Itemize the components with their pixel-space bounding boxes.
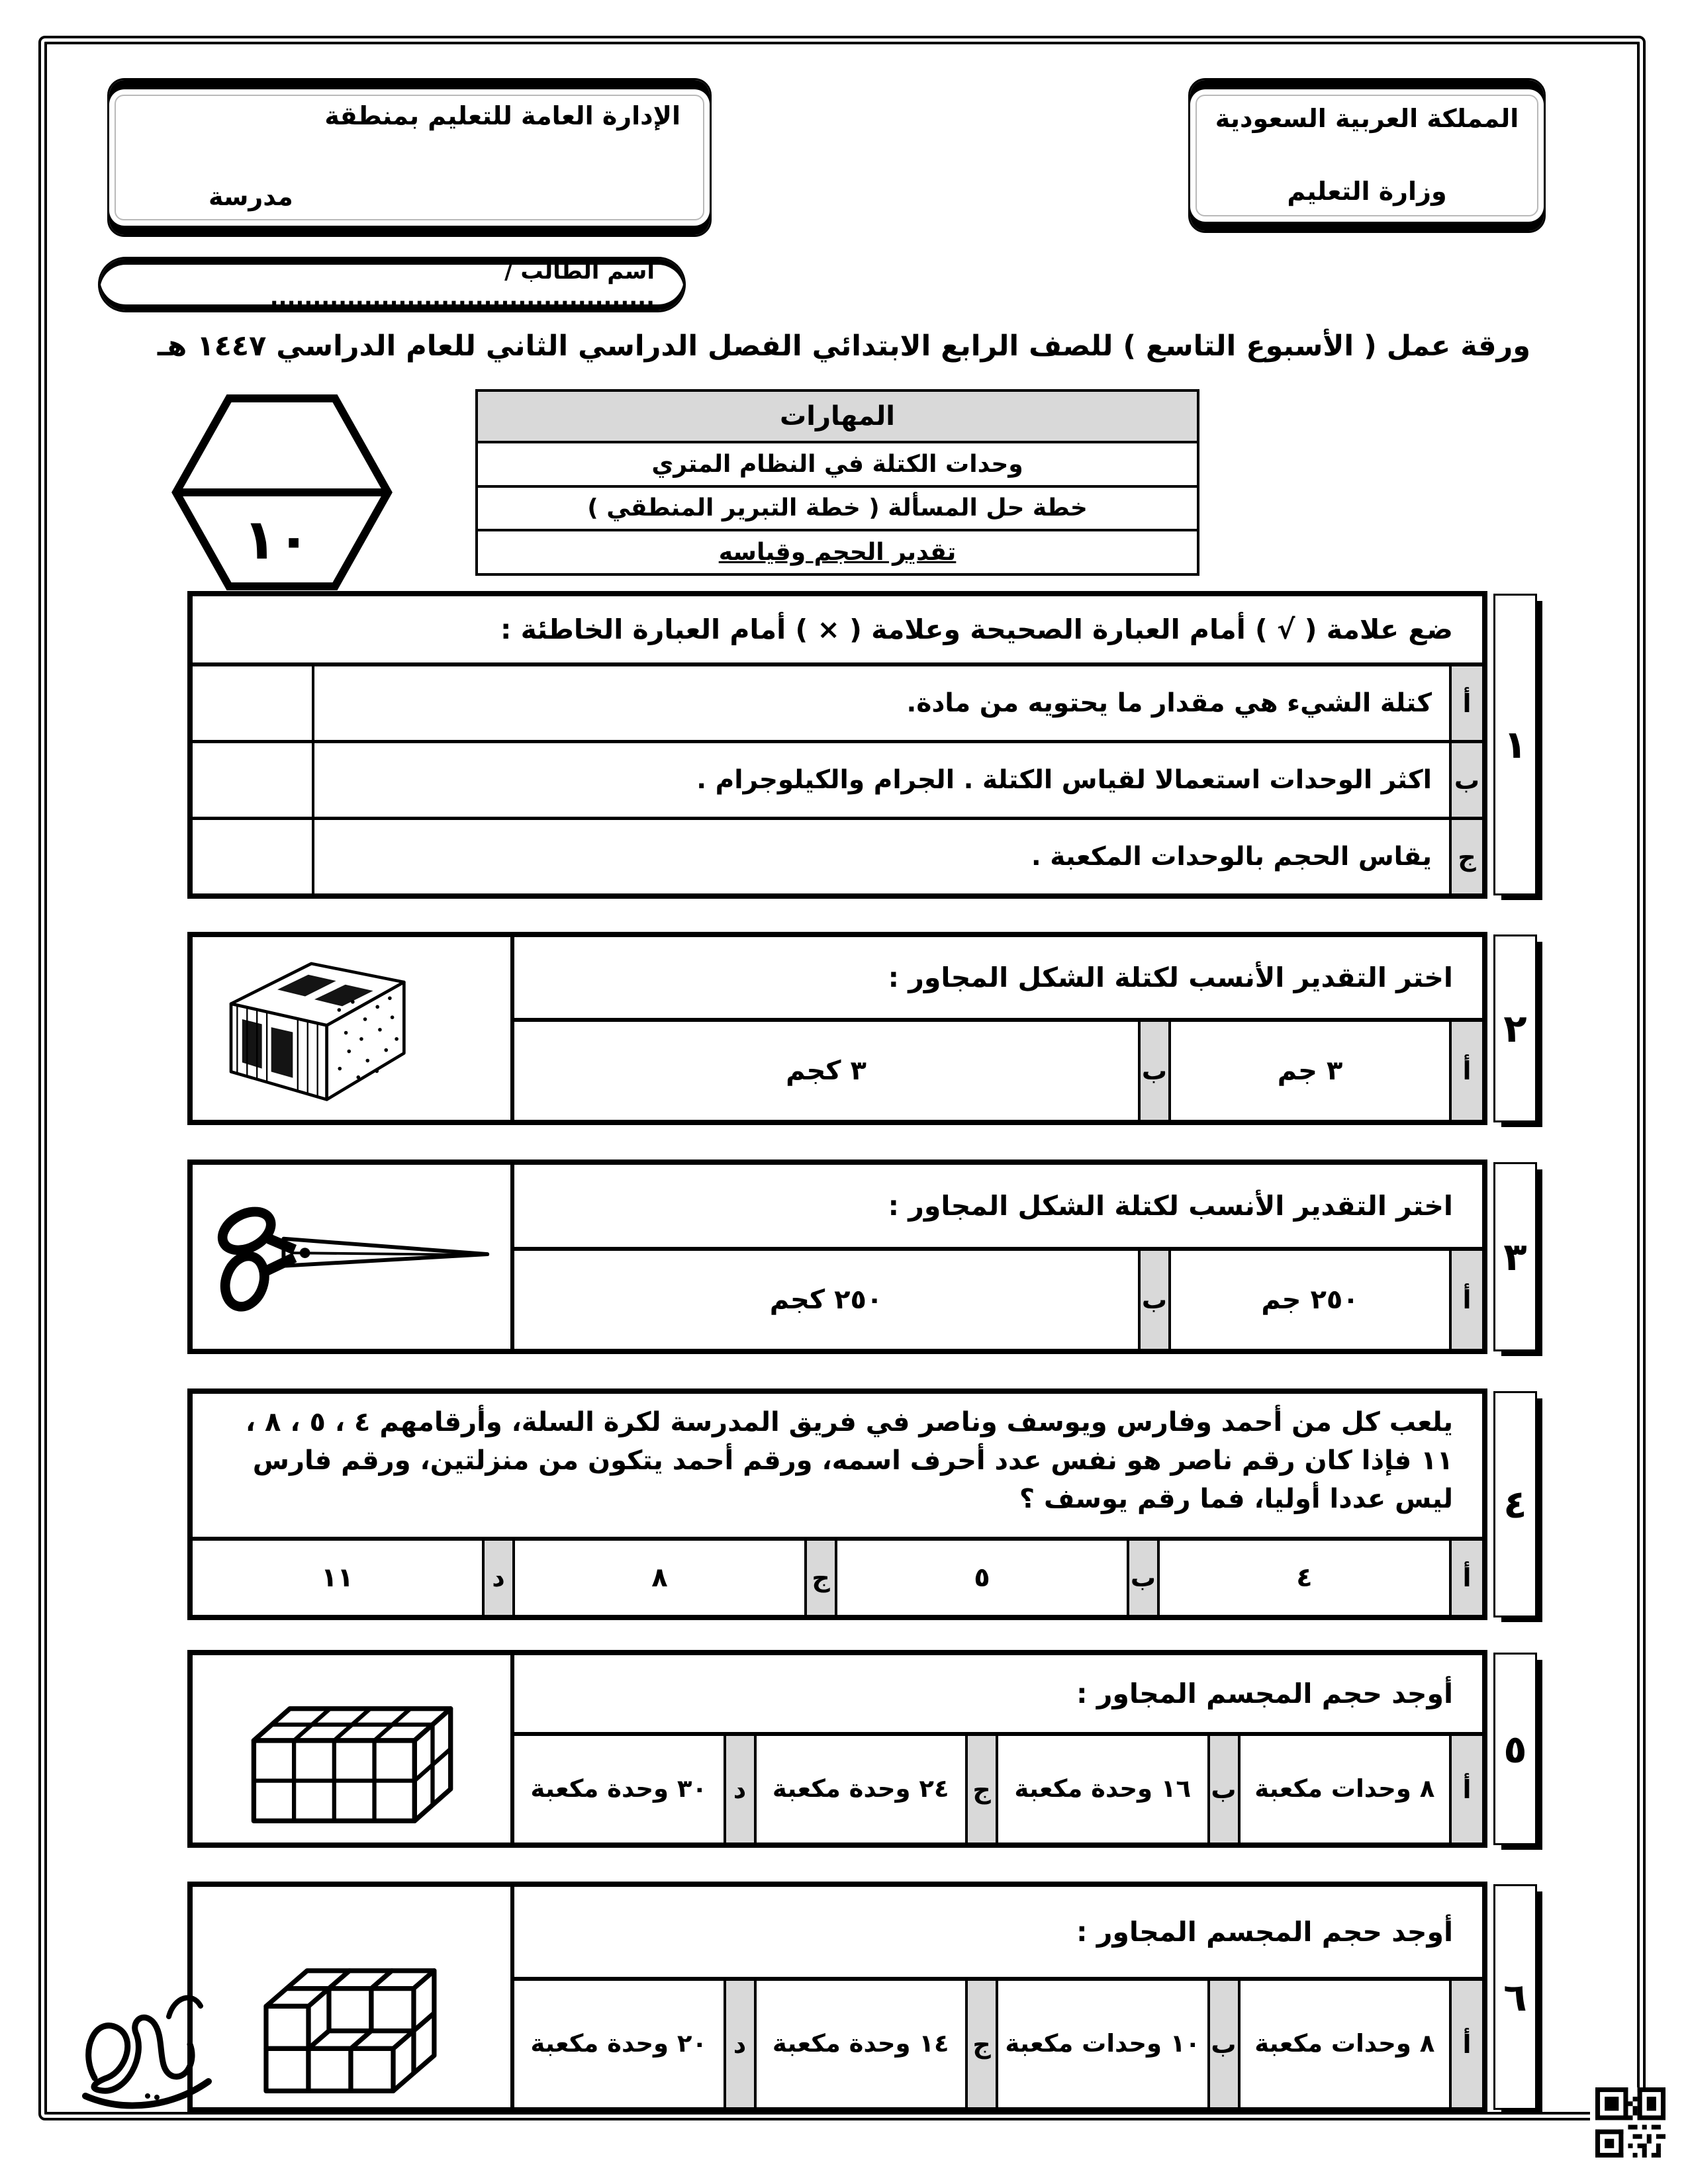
answer-cell: [193, 666, 314, 740]
score-badge: [171, 392, 393, 593]
option-letter: ب: [1138, 1251, 1171, 1349]
question-2-content: [514, 937, 1482, 1120]
answer-cell: [193, 820, 314, 893]
option-letter: ج: [965, 1736, 998, 1843]
skills-table: [475, 389, 1199, 576]
question-5-number: ٥: [1493, 1653, 1537, 1845]
question-5-options: [514, 1736, 1482, 1843]
statement-letter: أ: [1449, 666, 1482, 740]
skill-item: وحدات الكتلة في النظام المتري: [478, 443, 1197, 488]
question-6-number: ٦: [1493, 1884, 1537, 2110]
question-6-prompt: أوجد حجم المجسم المجاور :: [514, 1887, 1482, 1981]
skills-header: المهارات: [478, 392, 1197, 443]
option-letter: ب: [1127, 1541, 1160, 1615]
option-letter: ب: [1207, 1981, 1241, 2107]
question-2-options: [514, 1022, 1482, 1120]
cube-prism-image: [219, 1668, 484, 1831]
question-1-number: ١: [1493, 594, 1537, 895]
question-4-options: [193, 1541, 1482, 1615]
qr-code-icon: [1595, 2087, 1665, 2158]
question-2-prompt: اختر التقدير الأنسب لكتلة الشكل المجاور :: [514, 937, 1482, 1022]
qr-code: [1590, 2087, 1665, 2163]
option-value: ١٠ وحدات مكعبة: [1005, 2029, 1201, 2058]
question-4-prompt: يلعب كل من أحمد وفارس ويوسف وناصر في فريق المدرسة لكرة السلة، وأرقامهم ٤ ، ٥ ، ٨ ، ١١ فإذا كان رقم ناصر هو نفس عدد أحرف اسمه، ورقم أحمد يتكون من منزلتين، ورقم فارس ليس عددا أوليا، فما رقم يوسف ؟: [193, 1394, 1482, 1541]
question-5-table: [187, 1650, 1487, 1848]
score-value: ١٠: [242, 507, 311, 572]
question-3-image-cell: [193, 1165, 514, 1349]
option-letter: أ: [1449, 1022, 1482, 1120]
scissors-image: [209, 1199, 494, 1315]
option-letter: ب: [1138, 1022, 1171, 1120]
option-letter: أ: [1449, 1736, 1482, 1843]
ministry-line2: وزارة التعليم: [1287, 177, 1447, 206]
question-5-prompt: أوجد حجم المجسم المجاور :: [514, 1655, 1482, 1736]
statement-letter: ب: [1449, 743, 1482, 817]
option-value: ٣٠ وحدة مكعبة: [530, 1774, 708, 1803]
statement-text: كتلة الشيء هي مقدار ما يحتويه من مادة.: [906, 688, 1432, 718]
hexagon-icon: [171, 392, 393, 593]
option-value: ٤: [1296, 1563, 1313, 1593]
statement-row: [193, 666, 1482, 740]
question-5-image-cell: [193, 1655, 514, 1843]
question-3-table: [187, 1160, 1487, 1354]
option-letter: د: [724, 1981, 757, 2107]
question-2-image-cell: [193, 937, 514, 1120]
question-6-options: [514, 1981, 1482, 2107]
question-4-number: ٤: [1493, 1391, 1537, 1617]
statement-row: [193, 740, 1482, 817]
admin-line1: الإدارة العامة للتعليم بمنطقة: [324, 101, 680, 130]
question-3-prompt: اختر التقدير الأنسب لكتلة الشكل المجاور :: [514, 1165, 1482, 1251]
admin-line2: مدرسة: [209, 182, 293, 211]
student-name-label: اسم الطالب / .............................................: [269, 258, 655, 311]
option-letter: ج: [804, 1541, 837, 1615]
question-6-table: [187, 1882, 1487, 2113]
option-letter: د: [482, 1541, 515, 1615]
ministry-line1: المملكة العربية السعودية: [1215, 104, 1519, 133]
option-letter: ج: [965, 1981, 998, 2107]
option-letter: أ: [1449, 1981, 1482, 2107]
signature-icon: [70, 1976, 238, 2121]
option-value: ٣ جم: [1277, 1056, 1343, 1086]
skill-item: تقدير الحجم وقياسه: [718, 539, 957, 567]
question-6-image-cell: [193, 1887, 514, 2107]
ministry-header-box: [1188, 78, 1546, 233]
answer-cell: [193, 743, 314, 817]
stepped-cubes-image: [252, 1891, 451, 2103]
option-letter: ب: [1207, 1736, 1241, 1843]
question-1-prompt: ضع علامة ( √ ) أمام العبارة الصحيحة وعلامة ( × ) أمام العبارة الخاطئة :: [193, 596, 1482, 666]
question-3-options: [514, 1251, 1482, 1349]
question-4-table: [187, 1388, 1487, 1620]
option-value: ٢٤ وحدة مكعبة: [772, 1774, 949, 1803]
student-name-box: [98, 257, 686, 312]
question-3-content: [514, 1165, 1482, 1349]
question-2-number: ٢: [1493, 934, 1537, 1122]
statement-text: اكثر الوحدات استعمالا لقياس الكتلة . الجرام والكيلوجرام .: [696, 765, 1432, 795]
skill-item: خطة حل المسألة ( خطة التبرير المنطقي ): [478, 488, 1197, 532]
option-letter: د: [724, 1736, 757, 1843]
option-value: ٥: [974, 1563, 990, 1593]
question-5-content: [514, 1655, 1482, 1843]
option-value: ٢٥٠ كجم: [769, 1285, 883, 1315]
option-value: ١١: [321, 1563, 353, 1593]
option-value: ٨: [651, 1563, 668, 1593]
question-6-content: [514, 1887, 1482, 2107]
option-value: ١٤ وحدة مكعبة: [772, 2029, 949, 2058]
option-value: ٢٥٠ جم: [1261, 1285, 1359, 1315]
question-2-table: [187, 932, 1487, 1125]
statement-text: يقاس الحجم بالوحدات المكعبة .: [1031, 842, 1432, 872]
statement-letter: ج: [1449, 820, 1482, 893]
question-3-number: ٣: [1493, 1162, 1537, 1351]
option-letter: أ: [1449, 1541, 1482, 1615]
option-value: ٨ وحدات مكعبة: [1254, 1774, 1435, 1803]
signature-calligraphy: [70, 1976, 238, 2121]
question-1-table: [187, 591, 1487, 899]
statement-row: [193, 817, 1482, 893]
option-value: ٢٠ وحدة مكعبة: [530, 2029, 708, 2058]
option-letter: أ: [1449, 1251, 1482, 1349]
option-value: ١٦ وحدة مكعبة: [1014, 1774, 1192, 1803]
concrete-block-image: [206, 945, 497, 1112]
admin-header-box: [107, 78, 712, 237]
worksheet-title: ورقة عمل ( الأسبوع التاسع ) للصف الرابع الابتدائي الفصل الدراسي الثاني للعام الدراسي ١٤٤٧ هـ: [157, 330, 1530, 363]
option-value: ٣ كجم: [786, 1056, 867, 1086]
option-value: ٨ وحدات مكعبة: [1254, 2029, 1435, 2058]
